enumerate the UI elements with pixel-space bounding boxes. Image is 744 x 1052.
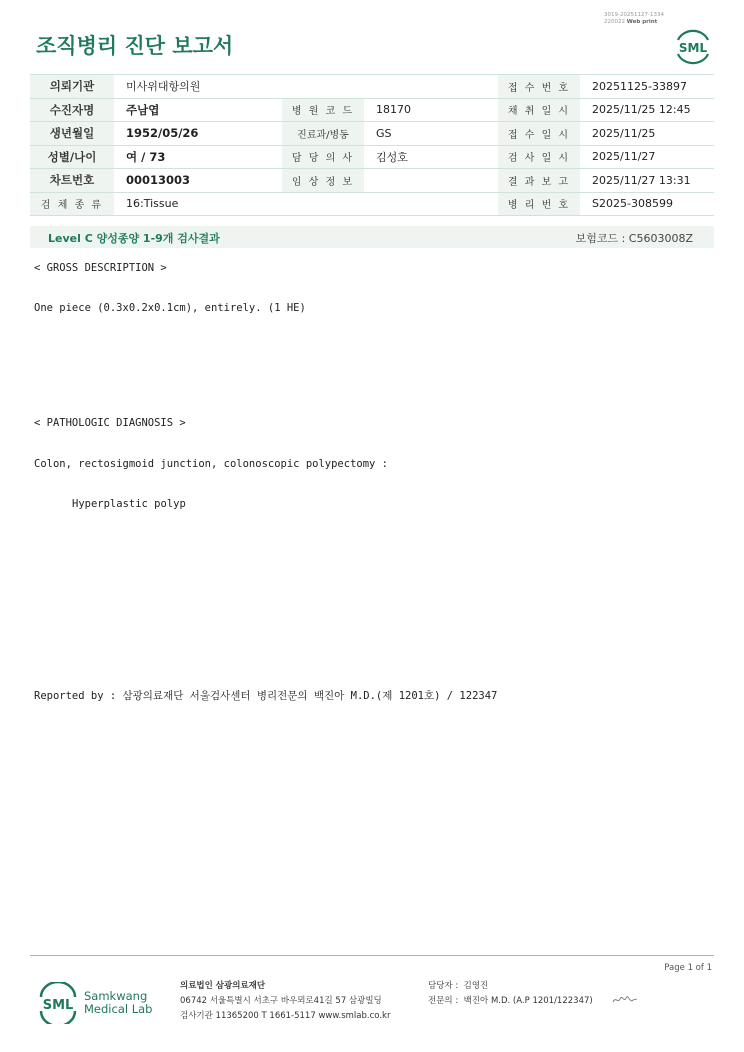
print-id-label: Web print bbox=[626, 19, 658, 25]
label-department: 진료과/병동 bbox=[282, 122, 364, 146]
pathologic-heading: < PATHOLOGIC DIAGNOSIS > bbox=[34, 417, 186, 429]
label-chart-no: 차트번호 bbox=[30, 169, 114, 193]
manager-label: 담당자 : bbox=[428, 981, 459, 991]
label-patient-name: 수진자명 bbox=[30, 98, 114, 122]
label-sex-age: 성별/나이 bbox=[30, 145, 114, 169]
value-hospital-code: 18170 bbox=[364, 98, 498, 122]
table-row bbox=[30, 122, 714, 146]
table-row bbox=[30, 145, 714, 169]
label-accession-no: 접 수 번 호 bbox=[498, 75, 580, 99]
label-test-date: 검 사 일 시 bbox=[498, 145, 580, 169]
footer-staff bbox=[428, 979, 593, 1009]
print-id bbox=[604, 12, 664, 26]
label-result-report: 결 과 보 고 bbox=[498, 169, 580, 193]
reported-by: Reported by : 삼광의료재단 서울검사센터 병리전문의 백진아 M.D.(제 1201호) / 122347 bbox=[34, 690, 498, 702]
company-name-line1: Samkwang bbox=[84, 989, 148, 1003]
print-id-code: 220022 bbox=[604, 19, 625, 25]
value-sex-age: 여 / 73 bbox=[114, 145, 282, 169]
org-name: 의료법인 삼광의료재단 bbox=[180, 981, 266, 991]
value-pathology-no: S2025-308599 bbox=[580, 192, 714, 216]
label-physician: 담 당 의 사 bbox=[282, 145, 364, 169]
manager-name: 김영진 bbox=[463, 981, 489, 991]
value-test-date: 2025/11/27 bbox=[580, 145, 714, 169]
value-chart-no: 00013003 bbox=[114, 169, 282, 193]
page-number: Page 1 of 1 bbox=[664, 963, 712, 973]
label-collection-time: 채 취 일 시 bbox=[498, 98, 580, 122]
logo-text: SML bbox=[678, 41, 708, 55]
value-requesting-org: 미사위대항의원 bbox=[114, 75, 498, 99]
value-clinical-info bbox=[364, 169, 498, 193]
report-title: 조직병리 진단 보고서 bbox=[36, 34, 234, 58]
gross-text: One piece (0.3x0.2x0.1cm), entirely. (1 HE) bbox=[34, 302, 306, 314]
footer-org-info bbox=[180, 979, 390, 1024]
company-name bbox=[84, 990, 152, 1016]
signature bbox=[612, 994, 638, 1006]
org-contact: 검사기관 11365200 T 1661-5117 www.smlab.co.kr bbox=[180, 1011, 391, 1021]
diagnosis-site: Colon, rectosigmoid junction, colonoscopic polypectomy : bbox=[34, 458, 389, 470]
sml-footer-logo bbox=[36, 982, 80, 1024]
value-collection-time: 2025/11/25 12:45 bbox=[580, 98, 714, 122]
value-received-date: 2025/11/25 bbox=[580, 122, 714, 146]
diagnosis-text: Hyperplastic polyp bbox=[72, 498, 186, 510]
value-specimen-type: 16:Tissue bbox=[114, 192, 498, 216]
label-birthdate: 생년월일 bbox=[30, 122, 114, 146]
insurance-code: 보험코드 : C5603008Z bbox=[575, 232, 693, 245]
value-result-report: 2025/11/27 13:31 bbox=[580, 169, 714, 193]
table-row bbox=[30, 169, 714, 193]
sml-logo bbox=[672, 26, 714, 66]
label-requesting-org: 의뢰기관 bbox=[30, 75, 114, 99]
company-name-line2: Medical Lab bbox=[84, 1002, 153, 1016]
gross-heading: < GROSS DESCRIPTION > bbox=[34, 262, 167, 274]
table-row bbox=[30, 75, 714, 99]
value-physician: 김성호 bbox=[364, 145, 498, 169]
table-row bbox=[30, 192, 714, 216]
value-department: GS bbox=[364, 122, 498, 146]
org-address: 06742 서울특별시 서초구 바우뫼로41길 57 삼광빌딩 bbox=[180, 996, 382, 1006]
test-level: Level C 양성종양 1-9개 검사결과 bbox=[48, 232, 220, 245]
print-id-line1: 3019-20251127-1334 bbox=[604, 12, 664, 18]
label-specimen-type: 검 체 종 류 bbox=[30, 192, 114, 216]
footer-divider bbox=[30, 955, 714, 956]
value-accession-no: 20251125-33897 bbox=[580, 75, 714, 99]
label-received-date: 접 수 일 시 bbox=[498, 122, 580, 146]
table-row bbox=[30, 98, 714, 122]
patient-info-table bbox=[30, 74, 714, 216]
footer-logo-text: SML bbox=[42, 998, 74, 1013]
label-hospital-code: 병 원 코 드 bbox=[282, 98, 364, 122]
label-pathology-no: 병 리 번 호 bbox=[498, 192, 580, 216]
specialist-name: 백진아 M.D. (A.P 1201/122347) bbox=[463, 996, 593, 1006]
label-clinical-info: 임 상 정 보 bbox=[282, 169, 364, 193]
value-patient-name: 주남엽 bbox=[114, 98, 282, 122]
specialist-label: 전문의 : bbox=[428, 996, 459, 1006]
value-birthdate: 1952/05/26 bbox=[114, 122, 282, 146]
